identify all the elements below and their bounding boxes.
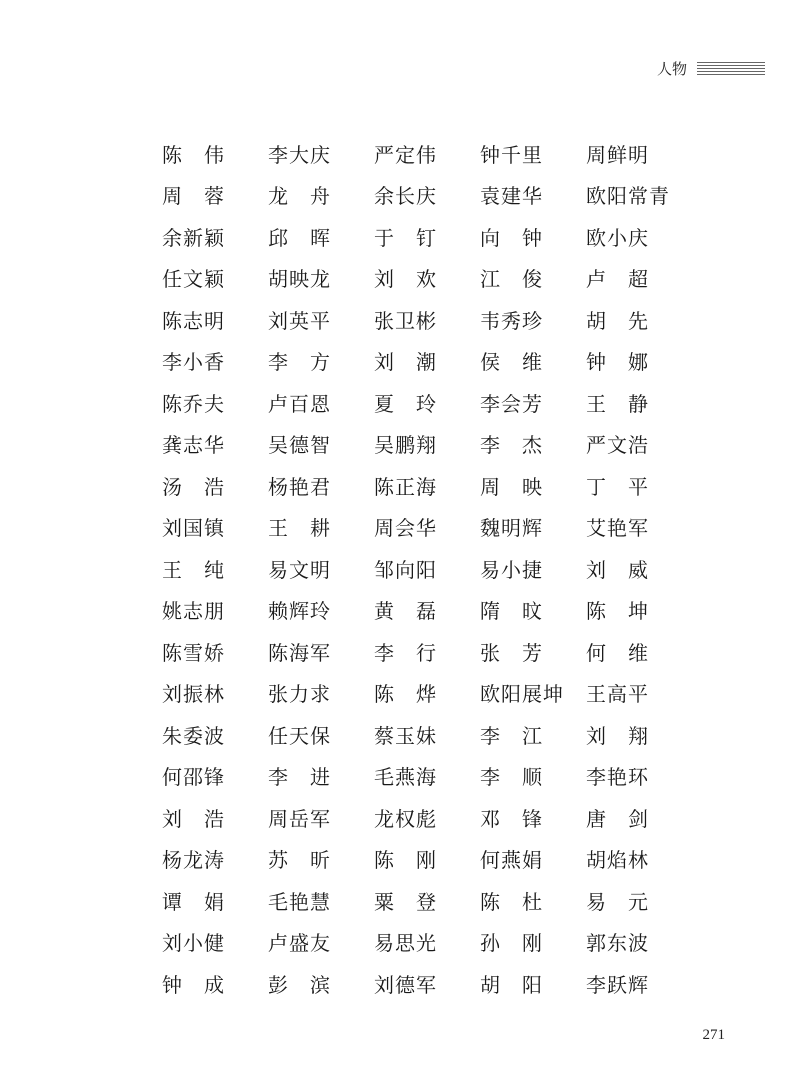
name-entry: 周 映 — [480, 474, 543, 499]
name-entry: 吴德智 — [268, 433, 331, 458]
name-entry: 何邵锋 — [162, 765, 225, 790]
name-entry: 刘 浩 — [162, 806, 225, 831]
name-entry: 余新颖 — [162, 225, 225, 250]
name-entry: 刘 翔 — [586, 723, 649, 748]
name-entry: 毛艳慧 — [268, 889, 331, 914]
name-entry: 易文明 — [268, 557, 331, 582]
name-entry: 卢盛友 — [268, 931, 331, 956]
name-entry: 江 俊 — [480, 267, 543, 292]
name-entry: 李小香 — [162, 350, 225, 375]
name-entry: 陈 伟 — [162, 142, 225, 167]
running-header — [657, 58, 765, 79]
name-entry: 欧阳展坤 — [480, 682, 564, 707]
name-entry: 严定伟 — [374, 142, 437, 167]
name-entry: 王 静 — [586, 391, 649, 416]
name-entry: 谭 娟 — [162, 889, 225, 914]
name-entry: 杨龙涛 — [162, 848, 225, 873]
name-entry: 丁 平 — [586, 474, 649, 499]
name-entry: 龙权彪 — [374, 806, 437, 831]
name-entry: 陈海军 — [268, 640, 331, 665]
name-entry: 李 杰 — [480, 433, 543, 458]
name-entry: 李 顺 — [480, 765, 543, 790]
name-entry: 何 维 — [586, 640, 649, 665]
name-entry: 刘英平 — [268, 308, 331, 333]
header-rule-decoration — [697, 62, 765, 75]
name-entry: 卢 超 — [586, 267, 649, 292]
name-entry: 陈 烨 — [374, 682, 437, 707]
name-entry: 周会华 — [374, 516, 437, 541]
name-entry: 姚志朋 — [162, 599, 225, 624]
name-entry: 吴鹏翔 — [374, 433, 437, 458]
name-entry: 韦秀珍 — [480, 308, 543, 333]
name-entry: 朱委波 — [162, 723, 225, 748]
name-entry: 陈志明 — [162, 308, 225, 333]
name-entry: 刘 威 — [586, 557, 649, 582]
name-entry: 李 江 — [480, 723, 543, 748]
name-entry: 张力求 — [268, 682, 331, 707]
name-entry: 刘国镇 — [162, 516, 225, 541]
name-entry: 严文浩 — [586, 433, 649, 458]
name-entry: 侯 维 — [480, 350, 543, 375]
name-entry: 刘振林 — [162, 682, 225, 707]
name-entry: 胡映龙 — [268, 267, 331, 292]
name-entry: 欧小庆 — [586, 225, 649, 250]
name-entry: 胡焰林 — [586, 848, 649, 873]
page-number: 271 — [702, 1027, 725, 1043]
name-entry: 易小捷 — [480, 557, 543, 582]
name-entry: 胡 阳 — [480, 972, 543, 997]
name-entry: 李 行 — [374, 640, 437, 665]
name-entry: 龙 舟 — [268, 184, 331, 209]
name-entry: 陈 杜 — [480, 889, 543, 914]
name-entry: 欧阳常青 — [586, 184, 670, 209]
name-entry: 易思光 — [374, 931, 437, 956]
name-entry: 杨艳君 — [268, 474, 331, 499]
name-entry: 张 芳 — [480, 640, 543, 665]
name-entry: 邱 晖 — [268, 225, 331, 250]
name-entry: 孙 刚 — [480, 931, 543, 956]
name-entry: 蔡玉妹 — [374, 723, 437, 748]
name-entry: 赖辉玲 — [268, 599, 331, 624]
name-entry: 李大庆 — [268, 142, 331, 167]
name-entry: 余长庆 — [374, 184, 437, 209]
name-entry: 陈乔夫 — [162, 391, 225, 416]
name-entry: 刘德军 — [374, 972, 437, 997]
name-entry: 于 钉 — [374, 225, 437, 250]
name-entry: 周 蓉 — [162, 184, 225, 209]
name-entry: 李跃辉 — [586, 972, 649, 997]
name-entry: 黄 磊 — [374, 599, 437, 624]
name-entry: 易 元 — [586, 889, 649, 914]
name-entry: 何燕娟 — [480, 848, 543, 873]
name-entry: 李会芳 — [480, 391, 543, 416]
name-list — [162, 134, 696, 1006]
name-entry: 龚志华 — [162, 433, 225, 458]
name-entry: 卢百恩 — [268, 391, 331, 416]
name-entry: 李 方 — [268, 350, 331, 375]
name-entry: 刘 欢 — [374, 267, 437, 292]
name-entry: 艾艳军 — [586, 516, 649, 541]
name-entry: 任天保 — [268, 723, 331, 748]
name-entry: 彭 滨 — [268, 972, 331, 997]
section-title: 人物 — [656, 60, 687, 78]
name-entry: 苏 昕 — [268, 848, 331, 873]
name-entry: 向 钟 — [480, 225, 543, 250]
name-entry: 隋 旼 — [480, 599, 543, 624]
name-entry: 汤 浩 — [162, 474, 225, 499]
name-entry: 钟千里 — [480, 142, 543, 167]
name-entry: 郭东波 — [586, 931, 649, 956]
name-entry: 周鲜明 — [586, 142, 649, 167]
name-entry: 钟 成 — [162, 972, 225, 997]
name-entry: 唐 剑 — [586, 806, 649, 831]
name-entry: 夏 玲 — [374, 391, 437, 416]
name-entry: 任文颖 — [162, 267, 225, 292]
name-entry: 粟 登 — [374, 889, 437, 914]
name-entry: 李艳环 — [586, 765, 649, 790]
name-entry: 刘 潮 — [374, 350, 437, 375]
name-entry: 陈正海 — [374, 474, 437, 499]
name-entry: 周岳军 — [268, 806, 331, 831]
name-entry: 王高平 — [586, 682, 649, 707]
name-entry: 陈 刚 — [374, 848, 437, 873]
name-entry: 张卫彬 — [374, 308, 437, 333]
name-entry: 胡 先 — [586, 308, 649, 333]
name-entry: 邹向阳 — [374, 557, 437, 582]
name-entry: 邓 锋 — [480, 806, 543, 831]
name-entry: 毛燕海 — [374, 765, 437, 790]
name-entry: 陈雪娇 — [162, 640, 225, 665]
name-entry: 李 进 — [268, 765, 331, 790]
name-entry: 钟 娜 — [586, 350, 649, 375]
name-entry: 王 纯 — [162, 557, 225, 582]
name-entry: 王 耕 — [268, 516, 331, 541]
name-entry: 袁建华 — [480, 184, 543, 209]
name-entry: 魏明辉 — [480, 516, 543, 541]
name-entry: 陈 坤 — [586, 599, 649, 624]
name-entry: 刘小健 — [162, 931, 225, 956]
